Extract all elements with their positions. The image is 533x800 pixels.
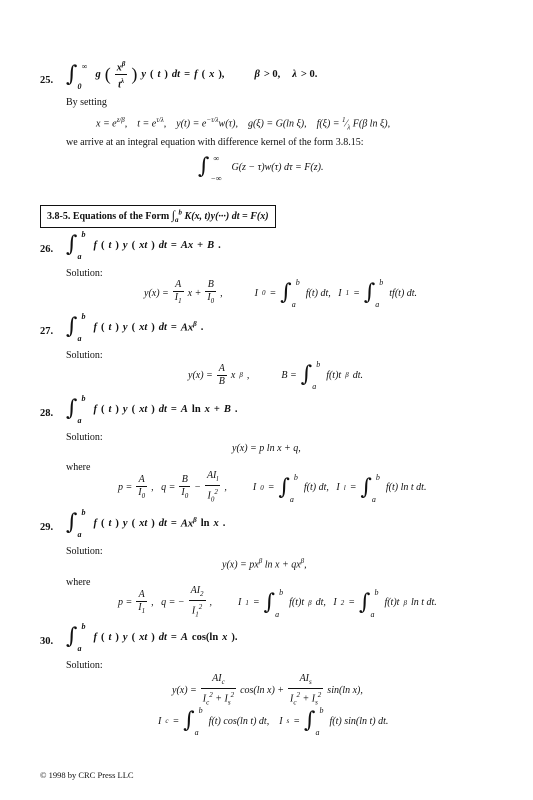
solution-27: y(x) = $\frac{A}{B}$ x β , B = ∫ b a f(t)t β dt. (188, 360, 363, 391)
entry-number-26: 26. (40, 244, 54, 255)
solution-label-30: Solution: (66, 660, 103, 671)
section-title-prefix: 3.8-5. Equations of the Form (47, 211, 170, 222)
equation-25: ∫ ∞ 0 g ( $\frac{x^\beta}{t^\lambda}$ ) y ( t ) dt = f ( x ), β > 0, λ > 0. (66, 60, 318, 91)
equation-30: ∫ b a f ( t ) y ( xt ) dt = A cos(ln x ). (66, 622, 238, 653)
substitution-line-25: $x = e^{z/\beta}$, $t = e^{\tau/\lambda}$, $y(t) = e^{-\tau/\lambda}w(\tau)$, g(ξ) = G(ln ξ), $f(\xi) = ^1⁄_\lambda$ F(β ln ξ), (96, 116, 391, 132)
entry-number-27: 27. (40, 326, 54, 337)
we-arrive-text: we arrive at an integral equation with difference kernel of the form 3.8.15: (66, 137, 364, 148)
copyright-footer: © 1998 by CRC Press LLC (40, 770, 134, 780)
solution-label-28: Solution: (66, 432, 103, 443)
where-label-28: where (66, 462, 91, 473)
solution-label-26: Solution: (66, 268, 103, 279)
entry-number-25: 25. (40, 75, 54, 86)
equation-29: ∫ b a f ( t ) y ( xt ) dt = $Ax^\beta$ ln x . (66, 508, 226, 539)
section-title-suffix: K(x, t)y(···) dt = F(x) (184, 211, 269, 222)
integrals-30: I c = ∫ b a f(t) cos(ln t) dt, I s = ∫ b a f(t) sin(ln t) dt. (158, 706, 389, 737)
solution-30: y(x) = $\frac{AI_c}{I_c^2 + I_s^2}$ cos(ln x) + $\frac{AI_s}{I_c^2 + I_s^2}$ sin(ln x), (172, 673, 363, 707)
solution-26: y(x) = $\frac{A}{I_1}$ x + $\frac{B}{I_0}$ , I 0 = ∫ b a f(t) dt, I 1 = ∫ b a tf(t) dt. (144, 278, 418, 309)
entry-number-30: 30. (40, 636, 54, 647)
equation-28: ∫ b a f ( t ) y ( xt ) dt = A ln x + B . (66, 394, 238, 425)
where-label-29: where (66, 577, 91, 588)
equation-26: ∫ b a f ( t ) y ( xt ) dt = Ax + B . (66, 230, 221, 261)
entry-number-29: 29. (40, 522, 54, 533)
solution-29: $y(x) = px^\beta$ $\ln x + qx^\beta$, (222, 557, 307, 571)
solution-label-29: Solution: (66, 546, 103, 557)
section-header-3-8-5: 3.8-5. Equations of the Form $\int_a^b$ K(x, t)y(···) dt = F(x) (40, 205, 276, 228)
equation-27: ∫ b a f ( t ) y ( xt ) dt = $Ax^\beta$ . (66, 312, 204, 343)
solution-28: y(x) = p ln x + q, (232, 443, 301, 454)
by-setting-label: By setting (66, 97, 107, 108)
difference-kernel-equation: ∫ ∞ −∞ G(z − τ)w(τ) dτ = F(z). (198, 154, 324, 183)
coefficients-28: p = $\frac{A}{I_0}$ , q = $\frac{B}{I_0}$ − $\frac{AI_l}{I_0^2}$ , I 0 = ∫ b a f(t) dt, I l = ∫ b a f(t) ln t dt. (118, 470, 427, 504)
coefficients-29: p = $\frac{A}{I_1}$ , q = − $\frac{AI_2}{I_1^2}$ , I 1 = ∫ b a f(t)t β dt, I 2 = ∫ b a f(t)t β ln t dt. (118, 585, 437, 619)
solution-label-27: Solution: (66, 350, 103, 361)
entry-number-28: 28. (40, 408, 54, 419)
